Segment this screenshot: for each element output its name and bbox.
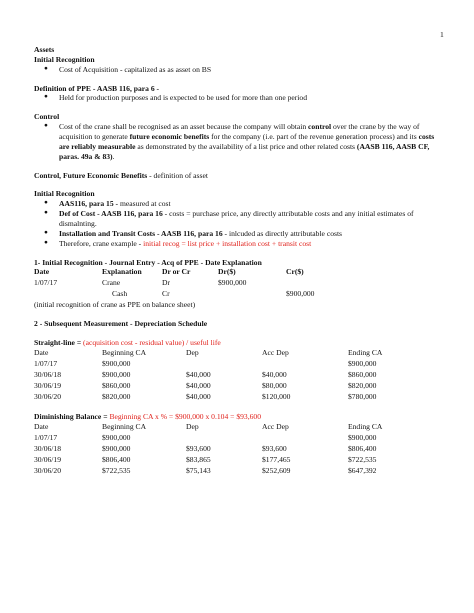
control-text-4: as demonstrated by the availability of a list price and other related costs bbox=[135, 141, 357, 151]
control-text-3: for the company (i.e. part of the revenue generation process) and its bbox=[209, 132, 419, 142]
control-text-1: Cost of the crane shall be recognised as an asset because the company will obtain bbox=[59, 122, 309, 132]
table-row bbox=[34, 381, 444, 392]
journal-cell: Dr bbox=[162, 278, 171, 288]
ir-bullet-1 bbox=[34, 199, 444, 209]
sl-cell: $40,000 bbox=[186, 381, 211, 391]
db-header: Ending CA bbox=[348, 421, 383, 431]
control-heading: Control bbox=[34, 112, 60, 122]
sl-cell: $820,000 bbox=[348, 381, 377, 391]
ppe-bullet: ● Held for production purposes and is expected to be used for more than one period bbox=[34, 93, 444, 103]
table-row bbox=[34, 455, 444, 466]
sl-cell: $80,000 bbox=[262, 381, 287, 391]
sl-header: Ending CA bbox=[348, 348, 383, 358]
ir-bullet-3-bold: Installation and Transit Costs - AASB 116, para 16 bbox=[59, 228, 223, 238]
db-cell: $806,400 bbox=[348, 443, 377, 453]
sl-cell: 30/06/19 bbox=[34, 381, 62, 391]
control-bullet-list bbox=[34, 122, 444, 161]
journal-cell: 1/07/17 bbox=[34, 278, 58, 288]
page-number: 1 bbox=[440, 30, 444, 39]
sl-cell: $120,000 bbox=[262, 392, 291, 402]
journal-header-dr-cr: Dr or Cr bbox=[162, 267, 191, 277]
db-header: Date bbox=[34, 421, 49, 431]
straight-line-title bbox=[34, 338, 444, 348]
sl-header: Dep bbox=[186, 348, 199, 358]
db-header: Acc Dep bbox=[262, 421, 289, 431]
ir-bullet-4 bbox=[34, 239, 444, 249]
db-cell: $177,465 bbox=[262, 454, 291, 464]
ir-bullet-2-rest: - costs = purchase price, any directly attributable costs and any initial estimates of dismalnting. bbox=[59, 209, 414, 229]
diminishing-label: Diminishing Balance = bbox=[34, 412, 110, 422]
journal-cell: Cash bbox=[112, 289, 128, 299]
journal-cell: Crane bbox=[102, 278, 121, 288]
journal-row bbox=[34, 278, 444, 289]
sl-cell: $40,000 bbox=[186, 370, 211, 380]
journal-header-row bbox=[34, 267, 444, 278]
control-text-5: . bbox=[112, 151, 115, 161]
sl-cell: 30/06/18 bbox=[34, 370, 62, 380]
sl-header: Beginning CA bbox=[102, 348, 147, 358]
db-cell: 30/06/20 bbox=[34, 465, 62, 475]
sl-cell: 30/06/20 bbox=[34, 392, 62, 402]
journal-heading: 1- Initial Recognition - Journal Entry - Acq of PPE - Date Explanation bbox=[34, 257, 262, 267]
journal-header-cr: Cr($) bbox=[286, 267, 304, 277]
ir-bullet-2-bold: Def of Cost - AASB 116, para 16 bbox=[59, 209, 163, 219]
table-row bbox=[34, 359, 444, 370]
table-row bbox=[34, 433, 444, 444]
table-row bbox=[34, 392, 444, 403]
control-bold-1: control bbox=[308, 122, 332, 132]
db-cell: $93,600 bbox=[186, 443, 211, 453]
initial-recognition-2-heading: Initial Recognition bbox=[34, 189, 95, 199]
journal-note: (initial recognition of crane as PPE on balance sheet) bbox=[34, 300, 196, 310]
initial-recognition-heading: Initial Recognition bbox=[34, 54, 95, 64]
journal-header-date: Date bbox=[34, 267, 50, 277]
sl-cell: $40,000 bbox=[186, 392, 211, 402]
db-cell: $900,000 bbox=[102, 443, 131, 453]
straight-line-formula: (acquisition cost - residual value) / useful life bbox=[83, 338, 221, 348]
sl-cell: 1/07/17 bbox=[34, 359, 58, 369]
db-cell: 30/06/19 bbox=[34, 454, 62, 464]
diminishing-formula: Beginning CA x % = $900,000 x 0.104 = $93,600 bbox=[109, 412, 262, 422]
ir-bullet-3 bbox=[34, 229, 444, 239]
table-row bbox=[34, 370, 444, 381]
db-cell: $252,609 bbox=[262, 465, 291, 475]
sl-cell: $860,000 bbox=[102, 381, 131, 391]
db-cell: $900,000 bbox=[102, 432, 131, 442]
db-cell: $900,000 bbox=[348, 432, 377, 442]
ir-bullet-4-text: Therefore, crane example - bbox=[59, 238, 144, 248]
control-text-2: over the crane by the way of acquisition to generate bbox=[59, 122, 420, 142]
sl-cell: $820,000 bbox=[102, 392, 131, 402]
assets-bullet-list bbox=[34, 65, 444, 75]
initial-recognition-bullet-list bbox=[34, 199, 444, 248]
subsequent-heading: 2 - Subsequent Measurement - Depreciation Schedule bbox=[34, 319, 208, 329]
db-cell: 30/06/18 bbox=[34, 443, 62, 453]
ir-bullet-1-rest: measured at cost bbox=[118, 199, 171, 209]
sl-cell: $860,000 bbox=[348, 370, 377, 380]
control-feb-rest: - definition of asset bbox=[147, 170, 208, 180]
journal-cell: $900,000 bbox=[286, 289, 315, 299]
db-cell: $722,535 bbox=[102, 465, 131, 475]
control-bold-2: future economic benefits bbox=[129, 132, 210, 142]
db-cell: $722,535 bbox=[348, 454, 377, 464]
straight-line-header-row bbox=[34, 348, 444, 359]
control-bold-4: (AASB 116, AASB CF, paras. 49a & 83) bbox=[59, 141, 430, 161]
sl-cell: $780,000 bbox=[348, 392, 377, 402]
document-body bbox=[34, 45, 444, 477]
journal-cell: $900,000 bbox=[218, 278, 247, 288]
db-header: Dep bbox=[186, 421, 199, 431]
diminishing-header-row bbox=[34, 422, 444, 433]
db-cell: $93,600 bbox=[262, 443, 287, 453]
ppe-bullet-list bbox=[34, 93, 444, 103]
sl-cell: $900,000 bbox=[348, 359, 377, 369]
journal-header-dr: Dr($) bbox=[218, 267, 236, 277]
control-feb-heading bbox=[34, 171, 444, 181]
journal-header-explanation: Explanation bbox=[102, 267, 142, 277]
sl-cell: $900,000 bbox=[102, 370, 131, 380]
ppe-definition-heading: Definition of PPE - AASB 116, para 6 - bbox=[34, 83, 160, 93]
db-cell: 1/07/17 bbox=[34, 432, 58, 442]
db-cell: $83,865 bbox=[186, 454, 211, 464]
ir-bullet-2 bbox=[34, 209, 444, 229]
db-cell: $75,143 bbox=[186, 465, 211, 475]
assets-bullet: ● Cost of Acquisition - capitalized as as asset on BS bbox=[34, 65, 444, 75]
sl-cell: $900,000 bbox=[102, 359, 131, 369]
journal-cell: Cr bbox=[162, 289, 170, 299]
straight-line-label: Straight-line = bbox=[34, 338, 84, 348]
control-bold-3: costs are reliably measurable bbox=[59, 132, 435, 151]
sl-header: Date bbox=[34, 348, 49, 358]
ir-bullet-4-red: initial recog = list price + installation cost + transit cost bbox=[143, 238, 312, 248]
db-cell: $806,400 bbox=[102, 454, 131, 464]
table-row bbox=[34, 444, 444, 455]
journal-row bbox=[34, 289, 444, 300]
db-header: Beginning CA bbox=[102, 421, 147, 431]
diminishing-title bbox=[34, 412, 444, 422]
sl-cell: $40,000 bbox=[262, 370, 287, 380]
ir-bullet-3-rest: - inlcuded as directly attributable costs bbox=[222, 228, 343, 238]
control-feb-bold: Control, Future Economic Benefits bbox=[34, 170, 148, 180]
ir-bullet-1-bold: AAS116, para 15 - bbox=[59, 199, 119, 209]
db-cell: $647,392 bbox=[348, 465, 377, 475]
control-bullet bbox=[34, 122, 444, 161]
assets-heading: Assets bbox=[34, 45, 55, 54]
table-row bbox=[34, 466, 444, 477]
sl-header: Acc Dep bbox=[262, 348, 289, 358]
